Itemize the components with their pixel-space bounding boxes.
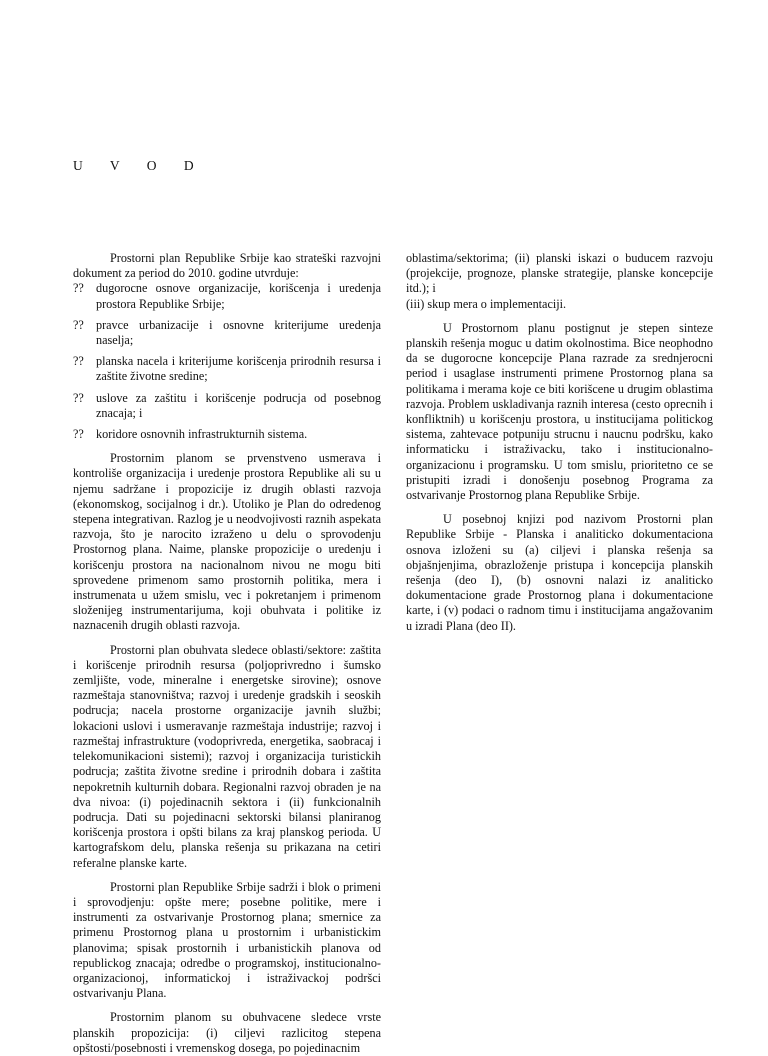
list-item	[73, 281, 381, 311]
body-paragraph: U Prostornom planu postignut je stepen sinteze planskih rešenja moguc u datim okolnostima. Bice neophodno da se dugorocne koncepcije Plana razrade za srednjerocni period i usaglase instrumenti primene Prostornog plana sa politikama i merama koje ce biti korišcene u drugim oblastima razvoja. Problem uskladivanja raznih interesa (cesto oprecnih i konfliktnih) u korišcenju prostora, u institucijama politickog sistema, zahtevace potpuniju strucnu i naucnu podršku, kako informaticku i istraživacku, tako i institucionalno-organizacionu i programsku. U tom smislu, prioritetno ce se pristupiti izradi i donošenju posebnog Programa za ostvarivanje Prostornog plana Republike Srbije.	[406, 320, 713, 503]
body-paragraph: (iii) skup mera o implementaciji.	[406, 296, 567, 311]
list-item	[73, 391, 381, 421]
bullet-list	[73, 281, 381, 442]
bullet-mark: ??	[73, 317, 84, 332]
right-column	[406, 251, 713, 634]
page-title: U V O D	[73, 158, 206, 173]
body-paragraph: U posebnoj knjizi pod nazivom Prostorni plan Republike Srbije - Planska i analiticko dokumentaciona osnova izloženi su (a) ciljevi i planska rešenja sa objašnjenjima, obrazloženje pristupa i koncepcija planskih rešenja (deo I), (b) osnovni nalazi iz analiticko dokumentacione grade Prostornog plana i dokumentacione karte, i (v) podaci o radnom timu i institucijama angažovanim u izradi Plana (deo II).	[406, 512, 713, 633]
list-item	[73, 318, 381, 348]
list-item	[73, 354, 381, 384]
left-column	[73, 251, 381, 1056]
body-paragraph: Prostorni plan Republike Srbije sadrži i blok o primeni i sprovodjenju: opšte mere; posebne politike, mere i instrumenti za ostvarivanje Prostornog plana; smernice za primenu Prostornog plana u prostornim i urbanistickim planovima; spisak prostornih i urbanistickih planova od republickog znacaja; odredbe o programskoj, institucionalno-organizacionoj, informatickoj i istraživackoj podršci ostvarivanju Plana.	[73, 879, 381, 1001]
list-item-text: planska nacela i kriterijume korišcenja prirodnih resursa i zaštite životne sredine;	[96, 354, 381, 384]
list-item	[73, 427, 381, 442]
body-paragraph: Prostornim planom su obuhvacene sledece vrste planskih propozicija: (i) ciljevi razlicitog stepena opštosti/posebnosti i vremenskog dosega, po pojedinacnim	[73, 1010, 381, 1055]
intro-paragraph: Prostorni plan Republike Srbije kao strateški razvojni dokument za period do 2010. godine utvrduje:	[73, 251, 381, 281]
bullet-mark: ??	[73, 281, 84, 296]
body-paragraph: Prostorni plan obuhvata sledece oblasti/sektore: zaštita i korišcenje prirodnih resursa (poljoprivredno i šumsko zemljište, vode, mineralne i energetske sirovine); osnove razmeštaja stanovništva; razvoj i uredenje gradskih i seoskih podrucja; nacela prostorne organizacije javnih službi; lokacioni uslovi i usmeravanje razmeštaja industrije; razvoj i razmeštaj infrastrukture (vodoprivreda, energetika, saobracaj i telekomunikacioni sistemi); razvoj i organizacija turistickih podrucja; zaštita životne sredine i prirodnih dobara i zaštita nepokretnih kulturnih dobara. Regionalni razvoj obraden je na dva nivoa: (i) pojedinacnih sektora i (ii) funkcionalnih podrucja. Dati su pojedinacni sektorski bilansi planiranog korišcenja prostora i opšti bilans za kraj planskog perioda. U kartografskom delu, planska rešenja su prikazana na cetiri referalne planske karte.	[73, 642, 381, 870]
list-item-text: uslove za zaštitu i korišcenje podrucja od posebnog znacaja; i	[96, 390, 381, 420]
bullet-mark: ??	[73, 354, 84, 369]
bullet-mark: ??	[73, 390, 84, 405]
list-item-text: dugorocne osnove organizacije, korišcenja i uredenja prostora Republike Srbije;	[96, 281, 381, 311]
list-item-text: koridore osnovnih infrastrukturnih sistema.	[96, 427, 308, 442]
bullet-mark: ??	[73, 427, 84, 442]
body-paragraph: oblastima/sektorima; (ii) planski iskazi o buducem razvoju (projekcije, prognoze, planske strategije, planske koncepcije itd.); i	[406, 251, 713, 296]
body-paragraph: Prostornim planom se prvenstveno usmerava i kontroliše organizacija i uredenje prostora Republike ali su u njemu sadržane i propozicije iz drugih oblasti razvoja (ekonomskog, socijalnog i dr.). Utoliko je Plan do odredenog stepena integrativan. Razlog je u neodvojivosti raznih aspekata razvoja, što je narocito izraženo u delu o sprovodenju Prostornog plana. Naime, planske propozicije o uredenju i korišcenju prostora na nacionalnom nivou ne mogu biti sprovedene primenom samo prostornih politika, mera i instrumenata u užem smislu, vec i pokretanjem i primenom složenijeg instrumentarijuma, koji obuhvata i politike iz naznacenih drugih oblasti razvoja.	[73, 451, 381, 633]
list-item-text: pravce urbanizacije i osnovne kriterijume uredenja naselja;	[96, 317, 381, 348]
